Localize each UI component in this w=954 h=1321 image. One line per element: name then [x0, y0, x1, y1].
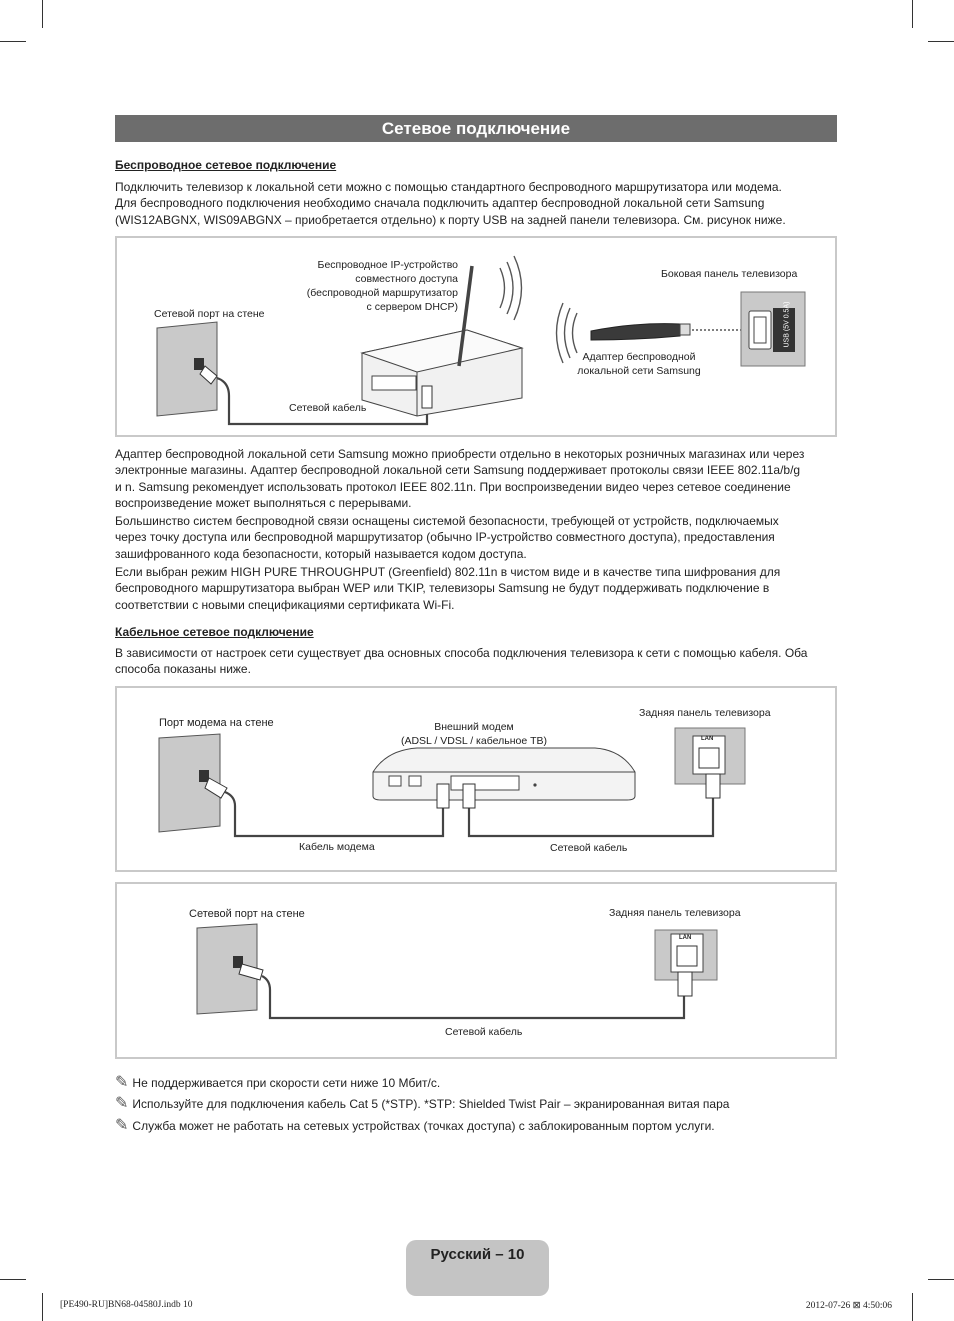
lan-port-icon [699, 748, 719, 768]
note-item [115, 1093, 729, 1113]
lan-plug-icon [678, 972, 692, 996]
note-text: Не поддерживается при скорости сети ниже 10 Мбит/с. [132, 1076, 441, 1090]
modem-plug-icon [463, 784, 475, 808]
lan-port-icon [677, 946, 697, 966]
modem-port-icon [409, 776, 421, 786]
crop-mark [42, 0, 43, 28]
wired-intro [115, 645, 840, 678]
paragraph-line: через точку доступа или беспроводной маршрутизатор (обычно IP-устройство совместного доступа), предоставления [115, 530, 775, 545]
paragraph-line: беспроводного маршрутизатора выбран WEP или TKIP, телевизоры Samsung не будут поддерживать подключение в [115, 581, 770, 596]
paragraph-line: Подключить телевизор к локальной сети можно с помощью стандартного беспроводного маршрутизатора или модема. [115, 180, 782, 194]
paragraph-line: способа показаны ниже. [115, 662, 251, 677]
wifi-wave-icon [514, 256, 522, 320]
crop-mark [0, 1279, 26, 1280]
tv-side-label: Боковая панель телевизора [661, 268, 798, 280]
paragraph-line: зашифрованного кода безопасности, который называется кодом доступа. [115, 546, 527, 561]
footer-timestamp: 2012-07-26 ⊠ 4:50:06 [805, 1301, 892, 1311]
note-item [115, 1072, 440, 1092]
wireless-adapter-graphic [591, 324, 680, 340]
pencil-icon: ✎ [115, 1117, 129, 1134]
adapter-label [569, 350, 709, 378]
lan-label: LAN [679, 935, 692, 941]
note-text: Служба может не работать на сетевых устройствах (точках доступа) с заблокированным портом услуги. [132, 1119, 715, 1133]
network-cable-line [262, 976, 684, 1018]
modem-led [533, 783, 536, 786]
router-plug-icon [422, 386, 432, 408]
lan-label: LAN [701, 736, 714, 742]
wireless-diagram [115, 236, 837, 437]
network-cable-label: Сетевой кабель [445, 1026, 523, 1038]
tv-rear-label: Задняя панель телевизора [639, 707, 771, 719]
adapter-connector [680, 324, 690, 335]
paragraph-line: В зависимости от настроек сети существует два основных способа подключения телевизора к сети с помощью кабеля. Оба [115, 646, 808, 660]
usb-rating-text: (5V 0.5A) [783, 301, 791, 332]
crop-mark [928, 1279, 954, 1280]
paragraph-line: (WIS12ABGNX, WIS09ABGNX – приобретается отдельно) к порту USB на задней панели телевизора. См. рисунок ниже. [115, 212, 786, 227]
note-item [115, 1115, 715, 1135]
router-label-line: с сервером DHCP) [366, 301, 458, 313]
wall-port-icon [194, 358, 204, 370]
modem-diagram [115, 686, 837, 872]
modem-label-line: (ADSL / VDSL / кабельное ТВ) [400, 735, 548, 747]
crop-mark [912, 1293, 913, 1321]
router-label-line: (беспроводной маршрутизатор [306, 287, 458, 299]
paragraph-line: соответствии с новыми спецификациями сертификата Wi-Fi. [115, 597, 455, 612]
router-ports [372, 376, 416, 390]
modem-graphic [373, 748, 635, 800]
tv-rear-label: Задняя панель телевизора [609, 907, 741, 919]
note-text: Используйте для подключения кабель Cat 5 (*STP). *STP: Shielded Twist Pair – экранированная витая пара [132, 1097, 730, 1111]
wifi-wave-icon [573, 313, 578, 353]
usb-slot [754, 317, 766, 343]
router-label-line: Беспроводное IP-устройство [317, 259, 458, 271]
paragraph-line: воспроизведение может выполняться с перерывами. [115, 495, 412, 510]
wireless-intro [115, 179, 840, 228]
crop-mark [912, 0, 913, 28]
paragraph-line: Адаптер беспроводной локальной сети Samsung можно приобрести отдельно в некоторых розничных магазинах или через [115, 447, 805, 461]
crop-mark [42, 1293, 43, 1321]
modem-label [391, 720, 557, 748]
crop-mark [928, 41, 954, 42]
wifi-wave-icon [507, 262, 513, 314]
pencil-icon: ✎ [115, 1074, 129, 1091]
wall-port-label: Сетевой порт на стене [189, 908, 305, 920]
network-cable-label: Сетевой кабель [550, 842, 628, 854]
paragraph-line: Если выбран режим HIGH PURE THROUGHPUT (Greenfield) 802.11n в чистом виде и в качестве типа шифрования для [115, 565, 781, 580]
section-heading-wireless: Беспроводное сетевое подключение [115, 158, 337, 172]
adapter-label-line: локальной сети Samsung [577, 365, 701, 377]
wall-port-label: Порт модема на стене [159, 717, 274, 729]
footer-file-info: [PE490-RU]BN68-04580J.indb 10 [60, 1300, 193, 1310]
wifi-wave-icon [557, 303, 564, 363]
modem-lan-ports [451, 776, 519, 790]
pencil-icon: ✎ [115, 1095, 129, 1112]
section-heading-wired: Кабельное сетевое подключение [115, 625, 314, 639]
adapter-label-line: Адаптер беспроводной [582, 351, 696, 363]
wall-port-icon [199, 770, 209, 782]
paragraph-line: Большинство систем беспроводной связи оснащены системой безопасности, требующей от устройств, подключаемых [115, 514, 779, 529]
modem-plug-icon [437, 784, 449, 808]
usb-port-label [783, 301, 791, 348]
router-label [267, 258, 458, 314]
router-label-line: совместного доступа [355, 273, 458, 285]
paragraph-line: электронные магазины. Адаптер беспроводной локальной сети Samsung поддерживает протоколы связи IEEE 802.11a/b/g [115, 463, 801, 478]
paragraph-line: Для беспроводного подключения необходимо сначала подключить адаптер беспроводной локальной сети Samsung [115, 196, 765, 211]
lan-plug-icon [706, 774, 720, 798]
modem-label-line: Внешний модем [434, 721, 514, 733]
cable-label: Сетевой кабель [289, 402, 367, 414]
wifi-wave-icon [500, 268, 505, 308]
page-number: Русский – 10 [406, 1240, 549, 1296]
wall-port-label: Сетевой порт на стене [154, 308, 265, 320]
page-title: Сетевое подключение [115, 115, 837, 142]
crop-mark [0, 41, 26, 42]
network-cable-line [469, 798, 713, 836]
wall-lan-diagram [115, 882, 837, 1059]
paragraph-line: и n. Samsung рекомендует использовать протокол IEEE 802.11n. При воспроизведении видео через сетевое соединение [115, 479, 791, 494]
wireless-details [115, 446, 840, 613]
modem-port-icon [389, 776, 401, 786]
usb-text: USB [783, 333, 791, 348]
modem-cable-label: Кабель модема [299, 841, 375, 853]
